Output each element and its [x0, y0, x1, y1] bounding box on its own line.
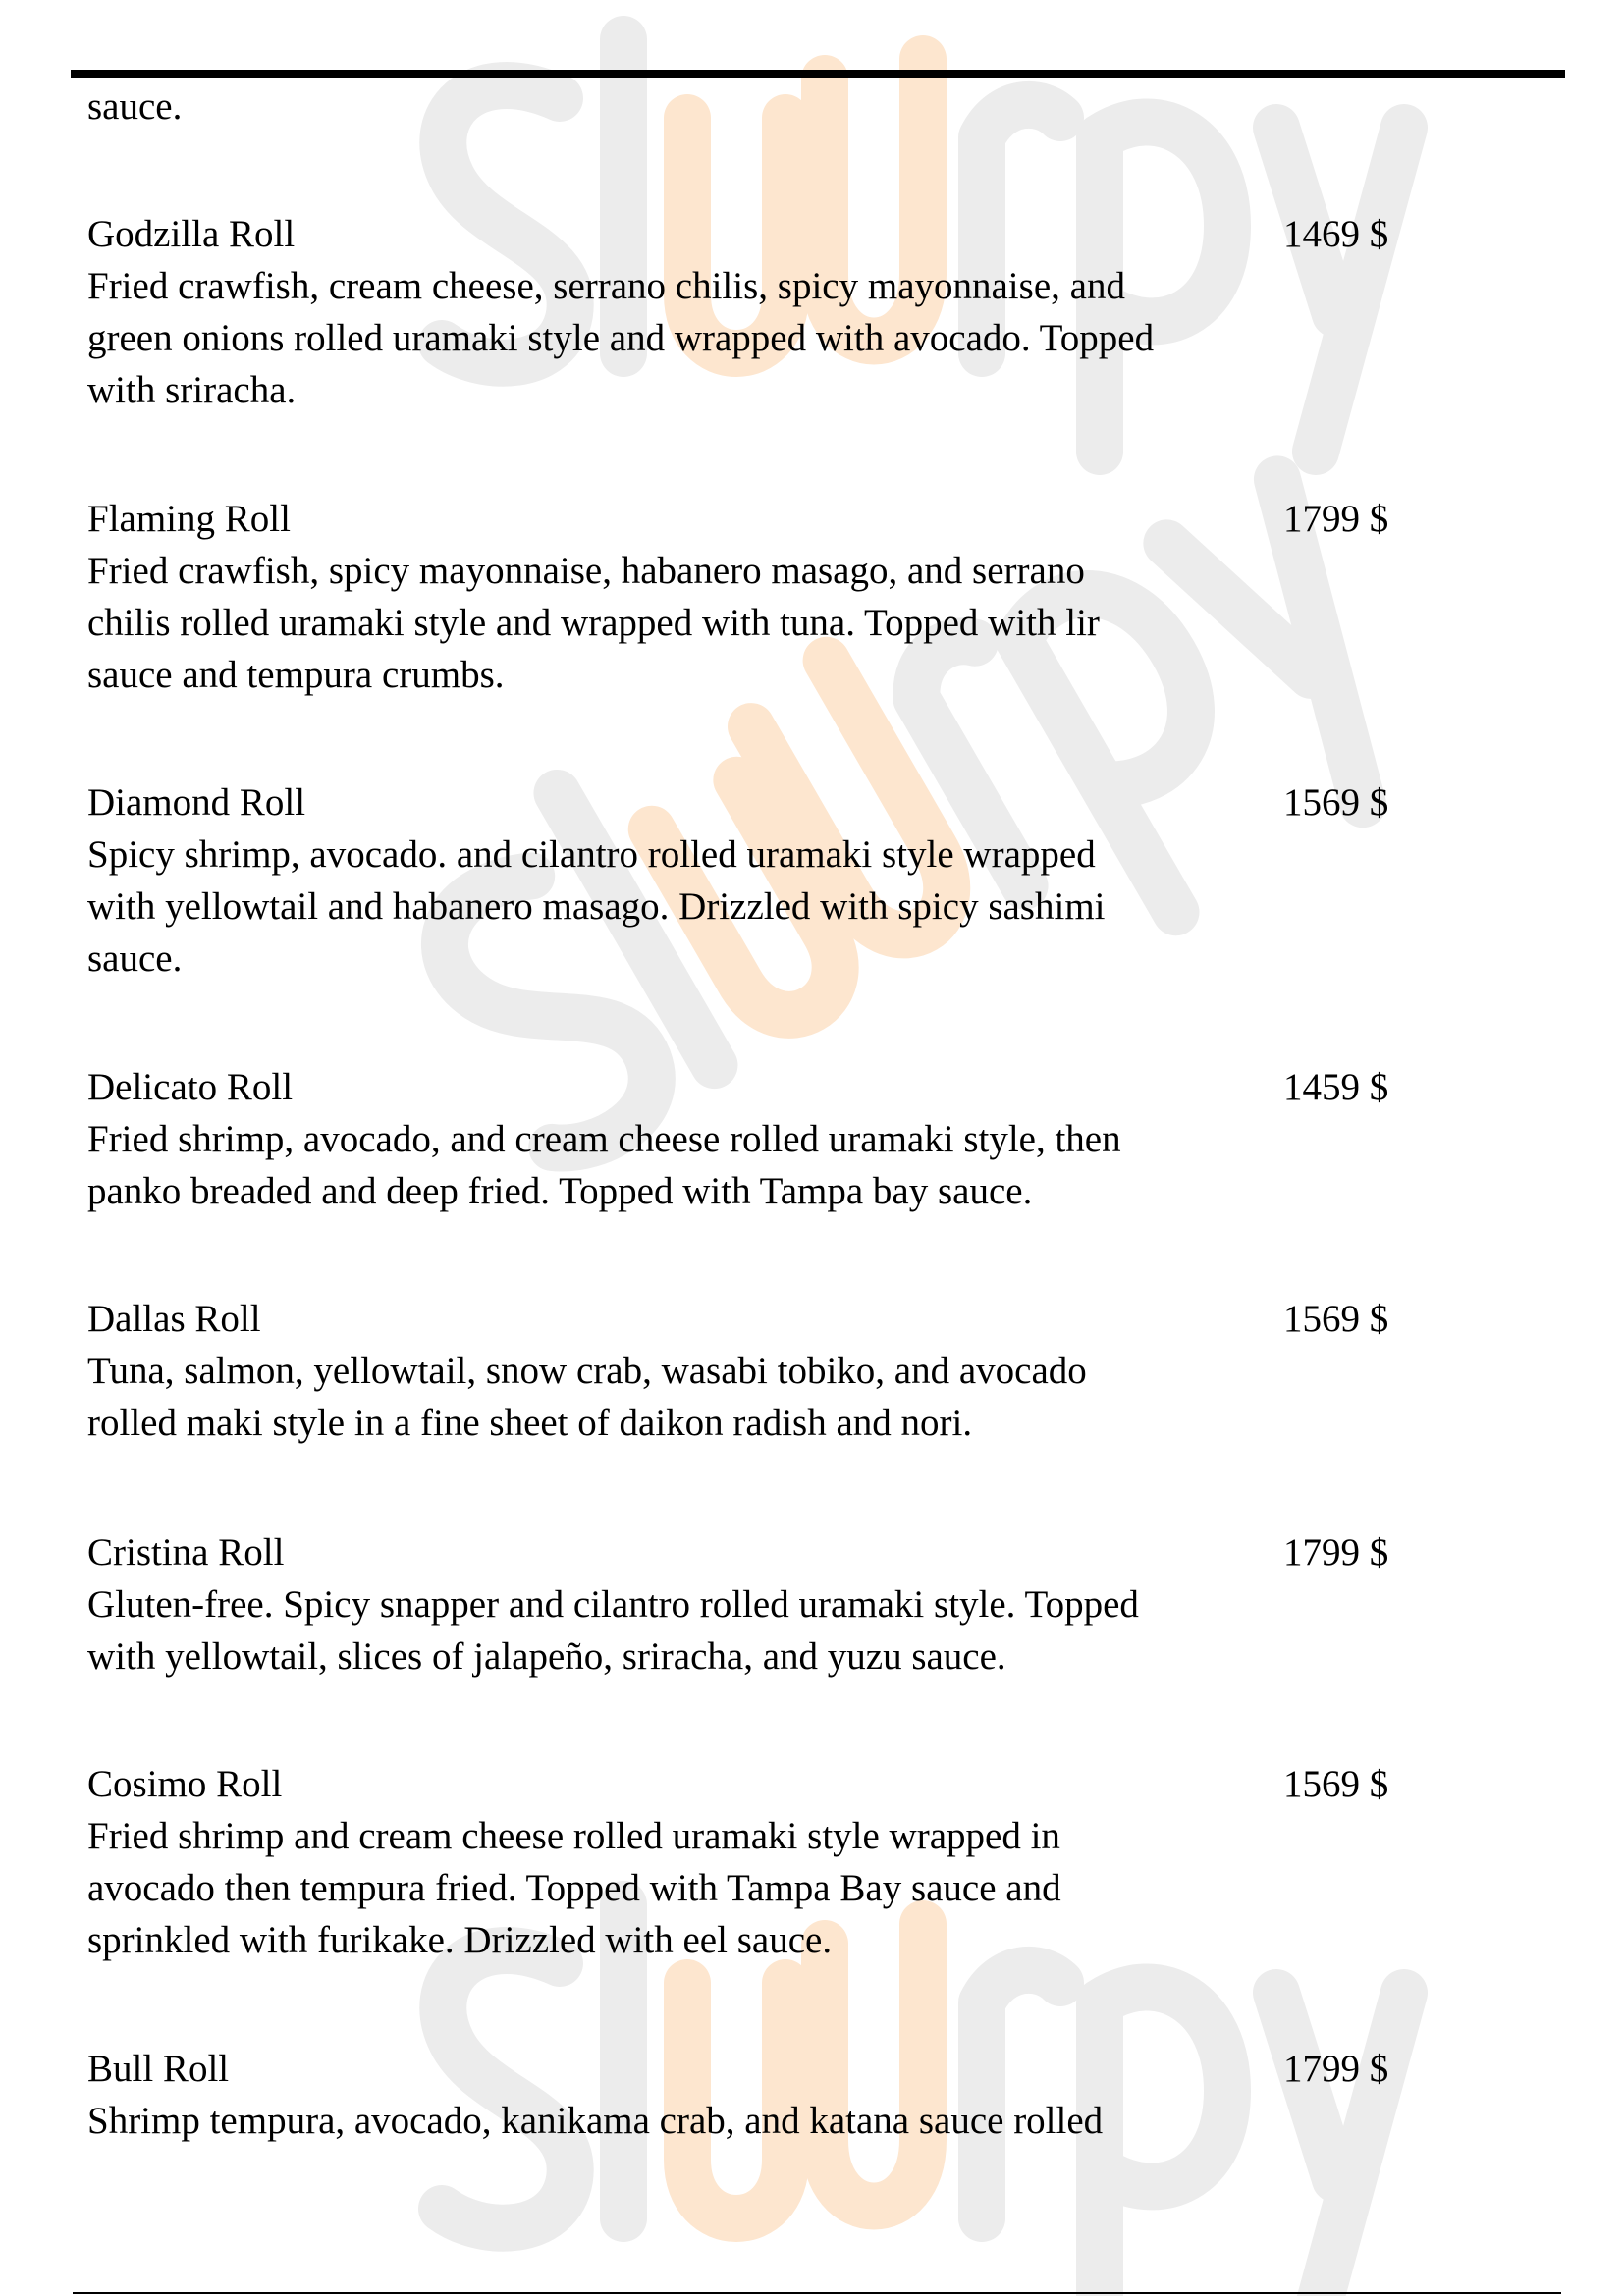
description-line: with yellowtail and habanero masago. Drizzled with spicy sashimi [87, 885, 1106, 928]
item-header [87, 493, 1560, 545]
description-line: sauce. [87, 85, 183, 128]
description-line: Shrimp tempura, avocado, kanikama crab, and katana sauce rolled [87, 2100, 1104, 2142]
item-price: 1469 $ [1283, 213, 1389, 255]
item-price: 1569 $ [1283, 1298, 1389, 1340]
description-line: sprinkled with furikake. Drizzled with eel sauce. [87, 1919, 833, 1961]
item-header [87, 1293, 1560, 1345]
menu-item [87, 1293, 1560, 1449]
menu-item [87, 208, 1560, 416]
item-name: Dallas Roll [87, 1298, 261, 1340]
item-header [87, 1061, 1560, 1113]
item-name: Cosimo Roll [87, 1763, 283, 1805]
continuation-text [87, 80, 1560, 133]
description-line: with sriracha. [87, 369, 297, 411]
item-price: 1799 $ [1283, 2048, 1389, 2090]
description-line: Spicy shrimp, avocado. and cilantro rolled uramaki style wrapped [87, 833, 1096, 876]
menu-item [87, 493, 1560, 701]
description-line: chilis rolled uramaki style and wrapped with tuna. Topped with lir [87, 602, 1100, 644]
item-header [87, 1758, 1560, 1810]
description-line: rolled maki style in a fine sheet of daikon radish and nori. [87, 1402, 973, 1444]
top-rule [71, 70, 1565, 78]
description-line: Gluten-free. Spicy snapper and cilantro rolled uramaki style. Topped [87, 1583, 1139, 1626]
item-header [87, 208, 1560, 260]
item-price: 1799 $ [1283, 1531, 1389, 1574]
description-line: Tuna, salmon, yellowtail, snow crab, wasabi tobiko, and avocado [87, 1350, 1087, 1392]
description-line: Fried crawfish, spicy mayonnaise, habanero masago, and serrano [87, 550, 1085, 592]
item-price: 1799 $ [1283, 498, 1389, 540]
item-name: Bull Roll [87, 2048, 230, 2090]
description-line: avocado then tempura fried. Topped with Tampa Bay sauce and [87, 1867, 1061, 1909]
description-line: sauce. [87, 937, 183, 980]
menu-item [87, 1061, 1560, 1217]
description-line: sauce and tempura crumbs. [87, 654, 505, 696]
description-line: with yellowtail, slices of jalapeño, sriracha, and yuzu sauce. [87, 1635, 1006, 1678]
item-name: Diamond Roll [87, 781, 306, 824]
description-line: Fried crawfish, cream cheese, serrano chilis, spicy mayonnaise, and [87, 265, 1125, 307]
description-line: green onions rolled uramaki style and wrapped with avocado. Topped [87, 317, 1155, 359]
item-name: Flaming Roll [87, 498, 291, 540]
item-price: 1569 $ [1283, 781, 1389, 824]
menu-item [87, 1526, 1560, 1682]
menu-item [87, 2043, 1560, 2147]
menu-item [87, 1758, 1560, 1966]
item-name: Cristina Roll [87, 1531, 285, 1574]
description-line: panko breaded and deep fried. Topped with Tampa bay sauce. [87, 1170, 1033, 1212]
description-line: Fried shrimp and cream cheese rolled uramaki style wrapped in [87, 1815, 1060, 1857]
menu-item [87, 776, 1560, 985]
bottom-rule [73, 2292, 1561, 2294]
item-header [87, 1526, 1560, 1578]
description-line: Fried shrimp, avocado, and cream cheese rolled uramaki style, then [87, 1118, 1121, 1160]
item-price: 1569 $ [1283, 1763, 1389, 1805]
item-name: Godzilla Roll [87, 213, 296, 255]
item-header [87, 2043, 1560, 2095]
item-header [87, 776, 1560, 828]
item-name: Delicato Roll [87, 1066, 294, 1108]
item-price: 1459 $ [1283, 1066, 1389, 1108]
